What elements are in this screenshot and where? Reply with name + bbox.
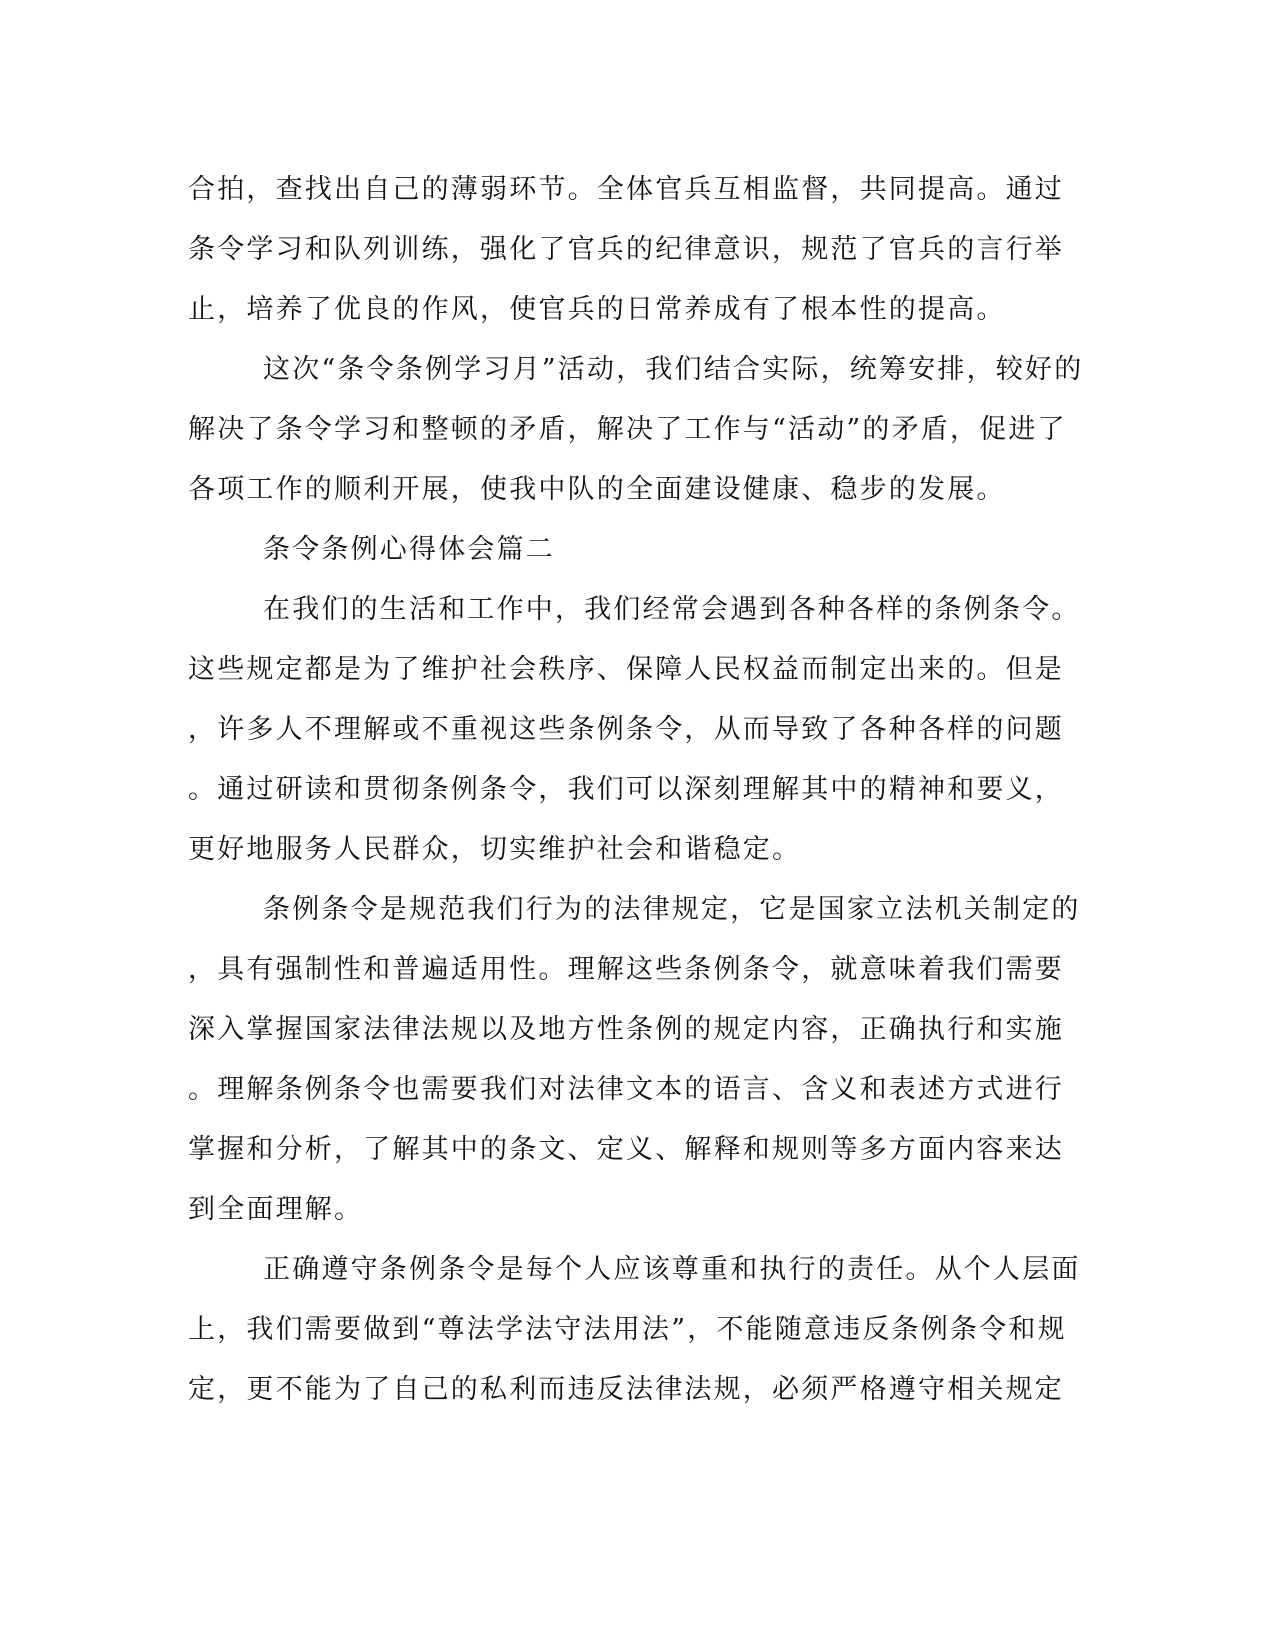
text-line: 到全面理解。: [188, 1194, 364, 1225]
text-line: 定，更不能为了自己的私利而违反法律法规，必须严格遵守相关规定: [188, 1374, 1064, 1405]
text-line: 正确遵守条例条令是每个人应该尊重和执行的责任。从个人层面: [263, 1254, 1081, 1285]
text-line: 各项工作的顺利开展，使我中队的全面建设健康、稳步的发展。: [188, 474, 1006, 505]
text-line: 在我们的生活和工作中，我们经常会遇到各种各样的条例条令。: [263, 594, 1081, 625]
text-line: 上，我们需要做到“尊法学法守法用法”，不能随意违反条例条令和规: [188, 1314, 1067, 1345]
document-body: [188, 160, 1084, 1420]
text-line: 这次“条令条例学习月”活动，我们结合实际，统筹安排，较好的: [263, 354, 1084, 385]
text-line: 解决了条令学习和整顿的矛盾，解决了工作与“活动”的矛盾，促进了: [188, 414, 1067, 445]
text-line: 。通过研读和贯彻条例条令，我们可以深刻理解其中的精神和要义，: [188, 774, 1064, 805]
text-line: 掌握和分析，了解其中的条文、定义、解释和规则等多方面内容来达: [188, 1134, 1064, 1165]
text-line: 更好地服务人民群众，切实维护社会和谐稳定。: [188, 834, 802, 865]
text-line: 止，培养了优良的作风，使官兵的日常养成有了根本性的提高。: [188, 294, 1006, 325]
text-line: 。理解条例条令也需要我们对法律文本的语言、含义和表述方式进行: [188, 1074, 1064, 1105]
text-line: 深入掌握国家法律法规以及地方性条例的规定内容，正确执行和实施: [188, 1014, 1064, 1045]
section-heading: 条令条例心得体会篇二: [263, 534, 555, 565]
text-line: 条例条令是规范我们行为的法律规定，它是国家立法机关制定的: [263, 894, 1081, 925]
text-line: 合拍，查找出自己的薄弱环节。全体官兵互相监督，共同提高。通过: [188, 174, 1064, 205]
text-line: 这些规定都是为了维护社会秩序、保障人民权益而制定出来的。但是: [188, 654, 1064, 685]
text-line: ，许多人不理解或不重视这些条例条令，从而导致了各种各样的问题: [188, 714, 1064, 745]
text-line: ，具有强制性和普遍适用性。理解这些条例条令，就意味着我们需要: [188, 954, 1064, 985]
text-line: 条令学习和队列训练，强化了官兵的纪律意识，规范了官兵的言行举: [188, 234, 1064, 265]
